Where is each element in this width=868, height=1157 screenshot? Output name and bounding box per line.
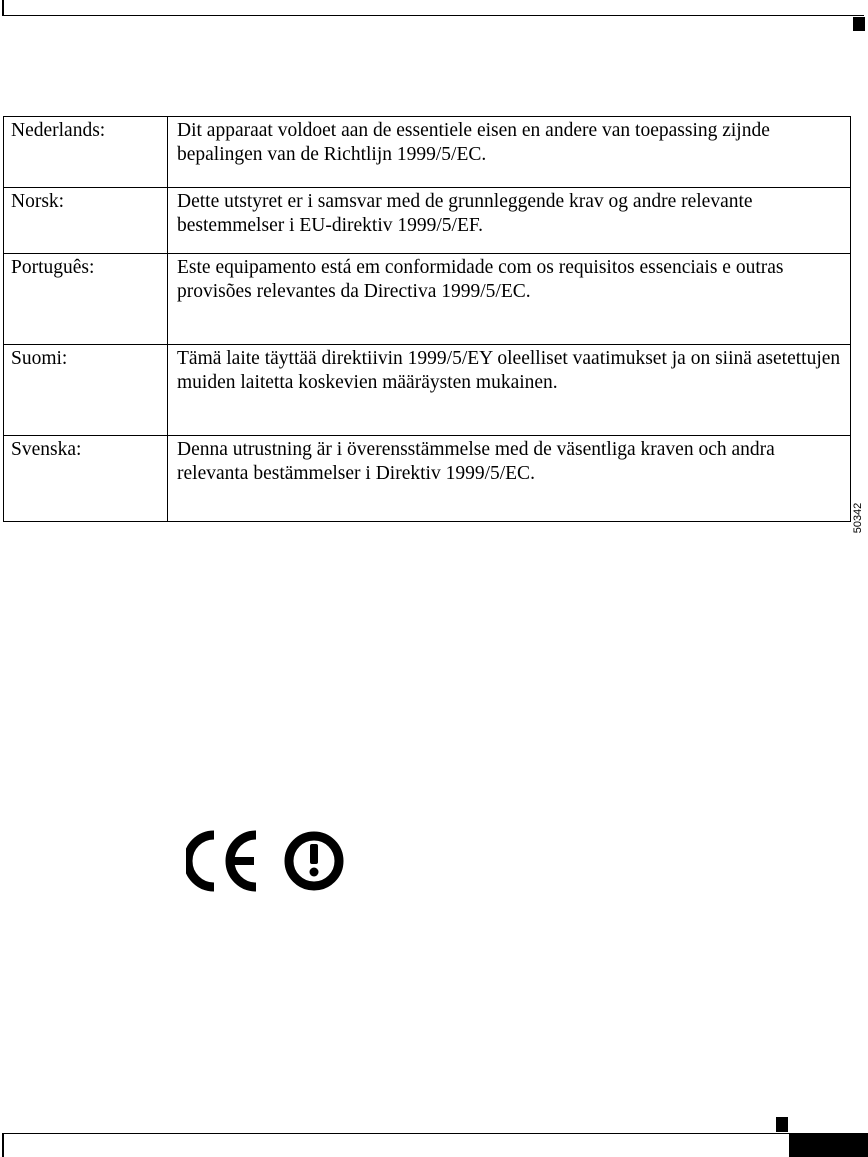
ce-mark-icon	[188, 835, 256, 887]
declaration-text: Este equipamento está em conformidade com os requisitos essenciais e outras provisões relevantes da Directiva 1999/5/EC.	[168, 254, 851, 345]
bottom-frame-rule	[2, 1133, 790, 1157]
table-row	[4, 345, 851, 436]
figure-number: 50342	[852, 502, 864, 534]
declaration-text: Dit apparaat voldoet aan de essentiele eisen en andere van toepassing zijnde bepalingen van de Richtlijn 1999/5/EC.	[168, 117, 851, 188]
table-row	[4, 254, 851, 345]
language-cell: Norsk:	[4, 188, 168, 254]
declaration-text: Dette utstyret er i samsvar med de grunnleggende krav og andre relevante bestemmelser i EU-direktiv 1999/5/EF.	[168, 188, 851, 254]
ce-alert-mark-graphic	[186, 826, 346, 896]
table-row	[4, 117, 851, 188]
declarations-table	[3, 116, 851, 522]
table-row	[4, 436, 851, 522]
bottom-page-tab	[789, 1133, 868, 1157]
bottom-page-marker	[776, 1117, 788, 1132]
table-row	[4, 188, 851, 254]
language-cell: Svenska:	[4, 436, 168, 522]
language-cell: Português:	[4, 254, 168, 345]
declaration-text: Tämä laite täyttää direktiivin 1999/5/EY oleelliset vaatimukset ja on siinä asetettujen muiden laitetta koskevien määräysten mukainen.	[168, 345, 851, 436]
language-cell: Nederlands:	[4, 117, 168, 188]
top-frame-rule	[2, 0, 864, 16]
compliance-marks	[186, 826, 346, 896]
top-page-marker	[853, 17, 865, 31]
declaration-text: Denna utrustning är i överensstämmelse med de väsentliga kraven och andra relevanta bestämmelser i Direktiv 1999/5/EC.	[168, 436, 851, 522]
alert-mark-icon	[289, 836, 339, 886]
language-cell: Suomi:	[4, 345, 168, 436]
